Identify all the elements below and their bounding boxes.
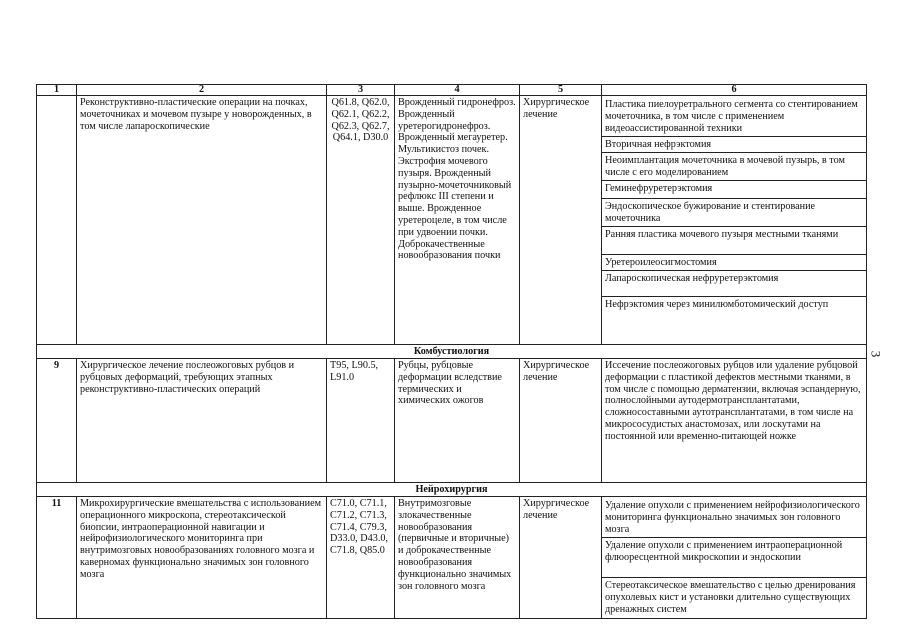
header-col-3: 3 (327, 85, 395, 96)
section-row (37, 345, 867, 359)
intervention-name: Хирургическое лечение послеожоговых рубцов и рубцовых деформаций, требующих этапных реконструктивно-пластических операций (77, 359, 327, 483)
method-item: Удаление опухоли с применением нейрофизиологического мониторинга функционально значимых зон головного мозга (602, 498, 866, 538)
diagnosis-model: Рубцы, рубцовые деформации вследствие термических и химических ожогов (395, 359, 520, 483)
row-number (37, 96, 77, 345)
header-col-1: 1 (37, 85, 77, 96)
section-row (37, 483, 867, 497)
header-col-2: 2 (77, 85, 327, 96)
diagnosis-model: Внутримозговые злокачественные новообразования (первичные и вторичные) и доброкачественные новообразования функционально значимых зон головного мозга (395, 497, 520, 619)
table-row (37, 497, 867, 619)
header-col-5: 5 (520, 85, 602, 96)
method-item: Стереотаксическое вмешательство с целью дренирования опухолевых кист и установки длительно существующих дренажных систем (605, 580, 856, 615)
method-item: Эндоскопическое бужирование и стентирование мочеточника (602, 199, 866, 227)
intervention-name: Реконструктивно-пластические операции на почках, мочеточниках и мочевом пузыре у новорожденных, в том числе лапароскопические (77, 96, 327, 345)
method-item: Ранняя пластика мочевого пузыря местными тканями (602, 227, 866, 255)
treatment-method: Иссечение послеожоговых рубцов или удаление рубцовой деформации с пластикой дефектов местными тканями, в том числе с помощью дерматензии, включая эспандерную, полнослойными аутодермотрансплантатами, сложносоставными аутотрансплантатами, в том числе на микрососудистых анастомозах, или лоскутами на постоянной или временно-питающей ножке (602, 359, 867, 483)
table-row (37, 359, 867, 483)
icd-codes: C71.0, C71.1, C71.2, C71.3, C71.4, C79.3, D33.0, D43.0, C71.8, Q85.0 (327, 497, 395, 619)
method-item: Неоимплантация мочеточника в мочевой пузырь, в том числе с его моделированием (602, 153, 866, 181)
medical-care-table (36, 84, 867, 619)
row-number: 9 (37, 359, 77, 483)
header-col-4: 4 (395, 85, 520, 96)
treatment-methods (602, 96, 867, 345)
method-item: Удаление опухоли с применением интраоперационной флюоресцентной микроскопии и эндоскопии (602, 538, 866, 578)
treatment-type: Хирургическое лечение (520, 359, 602, 483)
treatment-type: Хирургическое лечение (520, 497, 602, 619)
method-item: Лапароскопическая нефруретерэктомия (602, 271, 866, 297)
row-number: 11 (37, 497, 77, 619)
method-item: Нефрэктомия через минилюмботомический доступ (605, 298, 829, 310)
header-row (37, 85, 867, 96)
table-row (37, 96, 867, 345)
diagnosis-model: Врожденный гидронефроз. Врожденный уретерогидронефроз. Врожденный мегауретер. Мультикистоз почек. Экстрофия мочевого пузыря. Врожденный пузырно-мочеточниковый рефлюкс III степени и выше. Врожденное уретероцеле, в том числе при удвоении почки. Доброкачественные новообразования почки (395, 96, 520, 345)
section-heading-neurosurgery: Нейрохирургия (37, 483, 867, 497)
method-item: Вторичная нефрэктомия (602, 137, 866, 153)
method-item: Геминефруретерэктомия (602, 181, 866, 199)
icd-codes: T95, L90.5, L91.0 (327, 359, 395, 483)
intervention-name: Микрохирургические вмешательства с использованием операционного микроскопа, стереотаксической биопсии, интраоперационной навигации и нейрофизиологического мониторинга при внутримозговых новообразованиях головного мозга и каверномах функционально значимых зон головного мозга (77, 497, 327, 619)
header-col-6: 6 (602, 85, 867, 96)
method-item: Пластика пиелоуретрального сегмента со стентированием мочеточника, в том числе с применением видеоассистированной техники (602, 97, 866, 137)
treatment-type: Хирургическое лечение (520, 96, 602, 345)
icd-codes: Q61.8, Q62.0, Q62.1, Q62.2, Q62.3, Q62.7, Q64.1, D30.0 (327, 96, 395, 345)
treatment-methods (602, 497, 867, 619)
page-number: 3 (868, 350, 884, 358)
method-item: Уретероилеосигмостомия (602, 255, 866, 271)
section-heading-combustiology: Комбустиология (37, 345, 867, 359)
